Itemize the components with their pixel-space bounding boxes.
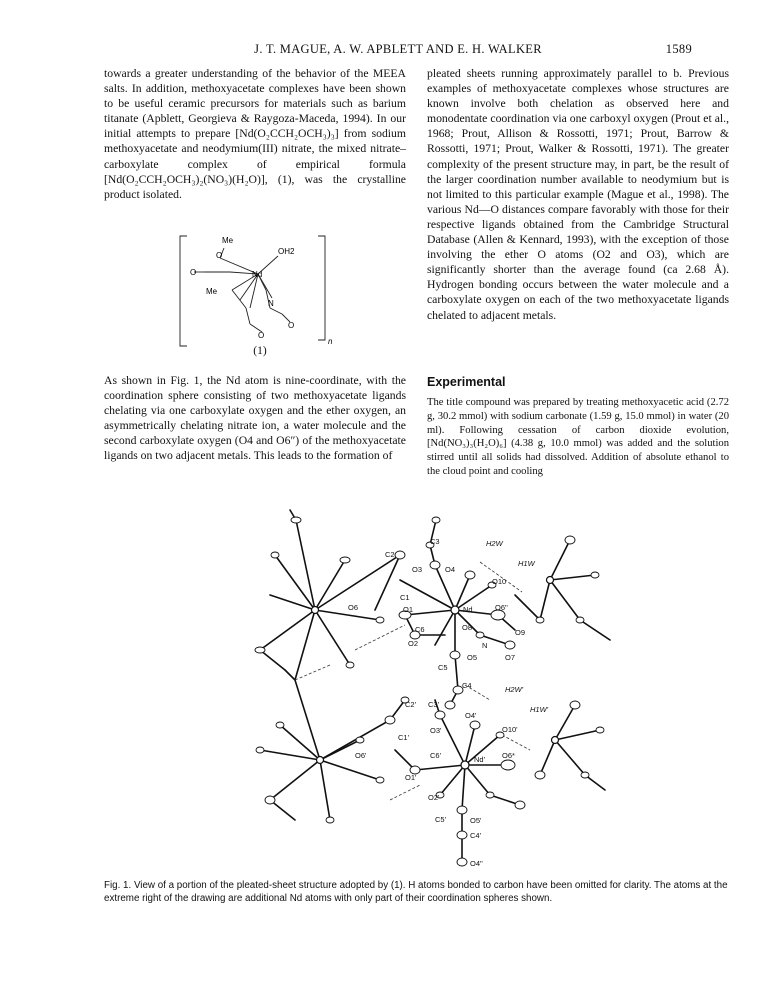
label-o4pp: O4'' [470, 859, 483, 868]
left-paragraph: towards a greater understanding of the behavior of the MEEA salts. In addition, methoxyacetate complexes have been shown to be useful ceramic precursors for materials such as barium titanate (Apblett, Georgieva & Raygoza-Maceda, 1994). In our initial attempts to prepare [Nd(O₂CCH₂OCH₃)₃] from sodium methoxyacetate and neodymium(III) nitrate, the mixed nitrate–carboxylate complex of empirical formula [Nd(O₂CCH₂OCH₃)₂(NO₃)(H₂O)], (1), was the crystalline product isolated. [104, 67, 406, 201]
label-o5p: O5' [470, 816, 482, 825]
left-column-2 [104, 373, 406, 464]
scheme-o-left: O [190, 268, 197, 277]
left-paragraph-2: As shown in Fig. 1, the Nd atom is nine-coordinate, with the coordination sphere consisting of two methoxyacetate ligands chelating via one carboxylate oxygen and the ether oxygen, an asymmetrically chelating nitrate ion, a water molecule and the second carboxylate oxygen (O4 and O6″) of the methoxyacetate ligands on two adjacent metals. This leads to the formation of [104, 374, 406, 463]
label-o8: O8 [462, 623, 473, 632]
experimental-heading: Experimental [427, 375, 506, 389]
scheme-me-low: Me [206, 287, 218, 296]
label-c5: C5 [438, 663, 448, 672]
label-c4: C4 [462, 681, 472, 690]
label-c2: C2 [385, 550, 395, 559]
label-o2p: O2' [428, 793, 440, 802]
crystal-structure-figure [240, 500, 640, 875]
label-o3p: O3' [430, 726, 442, 735]
right-column [427, 66, 729, 323]
label-c6p: C6' [430, 751, 442, 760]
label-o6pp: O6'' [495, 603, 508, 612]
label-o7: O7 [505, 653, 516, 662]
scheme-oh2: OH2 [278, 247, 295, 256]
running-header [104, 42, 692, 58]
figure-caption: Fig. 1. View of a portion of the pleated-sheet structure adopted by (1). H atoms bonded to carbon have been omitted for clarity. The atoms at the extreme right of the drawing are additional Nd atoms with only part of their coordination spheres shown. [104, 880, 728, 904]
label-h2wp: H2W' [505, 685, 524, 694]
label-o6star: O6* [502, 751, 515, 760]
label-h1wp: H1W' [530, 705, 549, 714]
page-number: 1589 [665, 42, 692, 56]
scheme-n: N [268, 299, 274, 308]
label-o1p: O1' [405, 773, 417, 782]
label-n: N [482, 641, 488, 650]
label-c4p: C4' [470, 831, 482, 840]
scheme-label: (1) [253, 345, 267, 357]
scheme-me-top: Me [222, 236, 234, 245]
experimental-text: The title compound was prepared by treating methoxyacetic acid (2.72 g, 30.2 mmol) with sodium carbonate (1.59 g, 15.0 mmol) in water (20 ml). Following cessation of carbon dioxide evolution, [Nd(NO₃)₃(H₂O)₆] (4.38 g, 10.0 mmol) was added and the solution stirred until all solids had dissolved. Addition of absolute ethanol to the cloud point and cooling [427, 397, 729, 478]
left-column [104, 66, 406, 202]
label-o1: O1 [403, 605, 414, 614]
scheme-nd: Nd [252, 270, 263, 279]
label-c2p: C2' [405, 700, 417, 709]
label-o9: O9 [515, 628, 526, 637]
scheme-o: O [216, 251, 223, 260]
label-h1w: H1W [518, 559, 535, 568]
label-c3: C3 [430, 537, 440, 546]
label-ndp: Nd' [474, 755, 486, 764]
scheme-o-nitrate: O [288, 321, 295, 330]
label-o4p: O4' [465, 711, 477, 720]
label-o4: O4 [445, 565, 456, 574]
label-o2: O2 [408, 639, 419, 648]
label-c5p: C5' [435, 815, 447, 824]
label-c3p: C3' [428, 700, 440, 709]
label-o10: O10 [492, 577, 507, 586]
scheme-n-subscript: n [328, 337, 333, 346]
right-paragraph: pleated sheets running approximately parallel to b. Previous examples of methoxyacetate complexes whose structures are known involve both chelation as observed here and monodentate coordination via one carboxyl oxygen (Prout et al., 1968; Prout, Allison & Rossotti, 1971; Prout, Barrow & Rossotti, 1971; Prout, Walker & Rossotti, 1971). The greater complexity of the present structure may, in part, be the result of the larger coordination number available to neodymium but is not limited to this particular example (Mague et al., 1998). The various Nd—O distances compare favorably with those for their respective ligands obtained from the Cambridge Structural Database (Allen & Kennard, 1993), with the exception of those involving the ether O atoms (O2 and O3), which are significantly shorter than the average found (ca 2.68 Å). Hydrogen bonding occurs between the water molecule and a carboxylate oxygen on each of the two methoxyacetate ligands chelated to adjacent metals. [427, 67, 729, 322]
label-c6: C6 [415, 625, 425, 634]
label-o10p: O10' [502, 725, 518, 734]
label-o6: O6 [348, 603, 359, 612]
label-o3: O3 [412, 565, 423, 574]
label-o5: O5 [467, 653, 478, 662]
label-h2w: H2W [486, 539, 503, 548]
label-o6p: O6' [355, 751, 367, 760]
scheme-o-bottom: O [258, 331, 265, 340]
label-c1: C1 [400, 593, 410, 602]
label-nd: Nd [463, 605, 473, 614]
experimental-section [427, 373, 729, 479]
running-head: J. T. MAGUE, A. W. APBLETT AND E. H. WALKER [254, 42, 542, 56]
label-c1p: C1' [398, 733, 410, 742]
